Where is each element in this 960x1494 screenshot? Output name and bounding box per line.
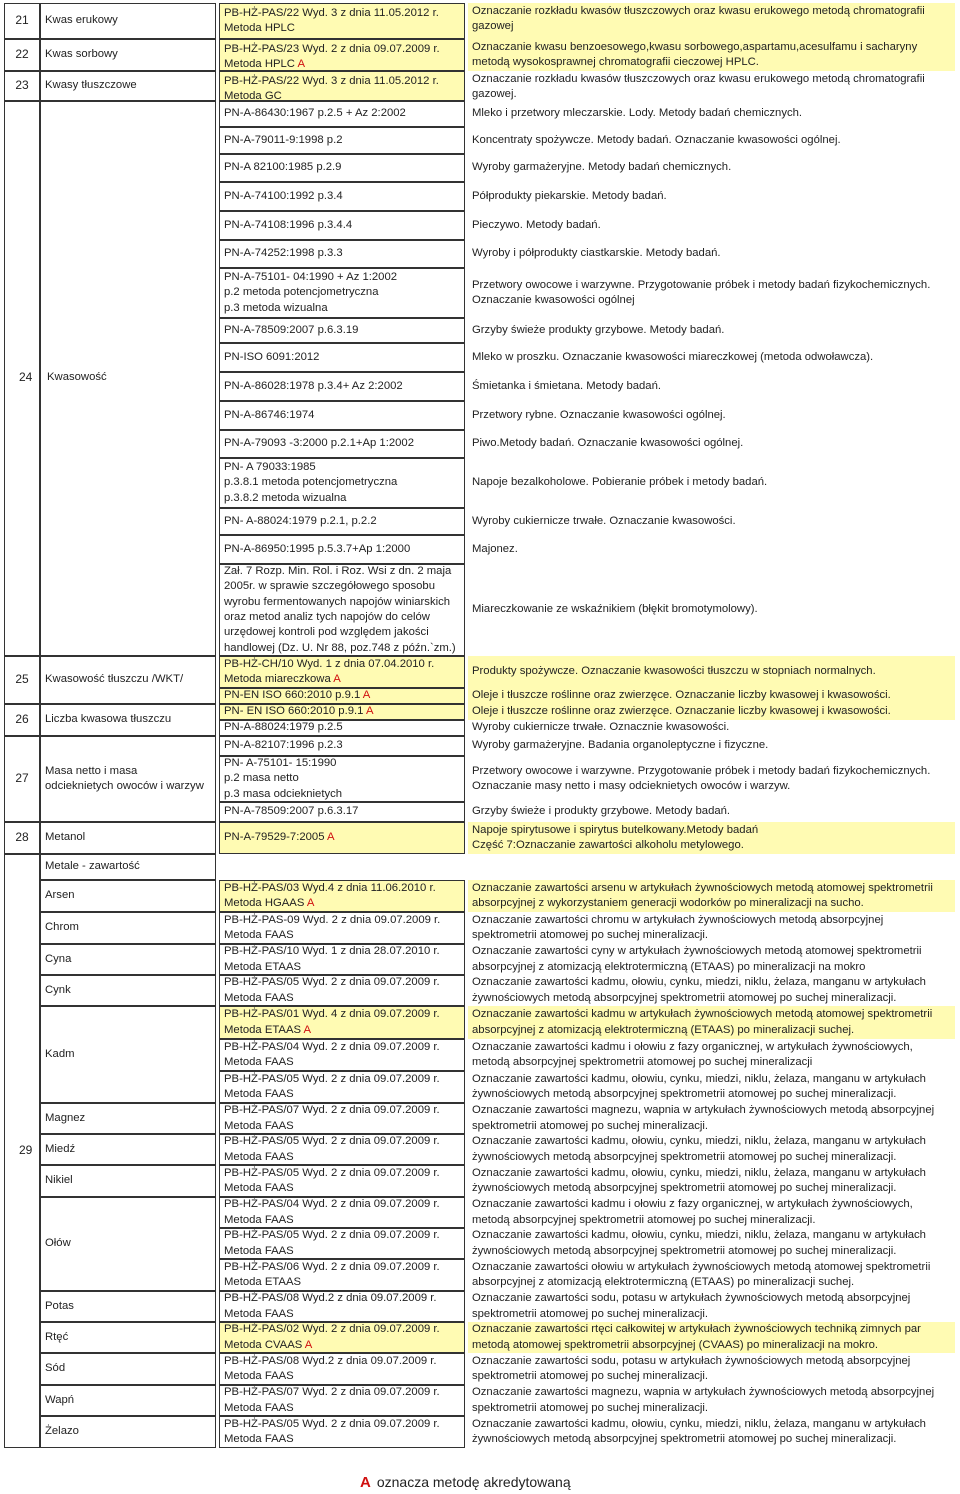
method-cell [219, 508, 465, 535]
description-cell [468, 1259, 955, 1291]
text-line: Metoda FAAS [224, 1088, 294, 1100]
text-line: Wyroby i półprodukty ciastkarskie. Metody badań. [472, 247, 721, 260]
row-name: Metanol [40, 822, 216, 854]
text-line: PN-ISO 6091:2012 [224, 350, 320, 363]
text-line: Wyroby garmażeryjne. Badania organoleptyczne i fizyczne. [472, 739, 769, 752]
legend-footer [360, 1474, 571, 1491]
method-cell [219, 240, 465, 268]
text-line: Mleko w proszku. Oznaczanie kwasowości miareczkowej (metoda odwoławcza). [472, 350, 874, 363]
description-cell [468, 372, 955, 401]
accredited-mark: A [297, 58, 306, 71]
description-cell [468, 127, 955, 154]
text-line: żywnościowych metodą absorpcyjnej spektrometrii atomowej po suchej mineralizacji. [472, 1182, 897, 1194]
text-line: metodą wysokosprawnej chromatografii cieczowej HPLC. [472, 56, 759, 69]
method-cell [219, 182, 465, 211]
text-line: Oznaczanie zawartości chromu w artykułach żywnościowych metodą absorpcyjnej [472, 913, 884, 926]
description-cell [468, 975, 955, 1006]
method-cell [219, 343, 465, 372]
text-line: Metoda HPLC A [224, 58, 306, 71]
method-cell [219, 101, 465, 127]
method-cell [219, 211, 465, 240]
accredited-mark: A [304, 1338, 313, 1351]
group-header: Metale - zawartość [40, 854, 216, 880]
text-line: handlowej (Dz. U. Nr 88, poz.748 z późn.`zm.) [224, 641, 456, 654]
method-cell [219, 3, 465, 39]
text-line: Oznaczanie kwasu benzoesowego,kwasu sorbowego,aspartamu,acesulfamu i sacharyny [472, 41, 918, 53]
text-line: Metoda ETAAS [224, 960, 302, 973]
text-line: Część 7:Oznaczanie zawartości alkoholu metylowego. [472, 839, 744, 851]
description-cell [468, 802, 955, 822]
text-line: Przetwory rybne. Oznaczanie kwasowości ogólnej. [472, 408, 726, 421]
description-cell [468, 211, 955, 240]
text-line: Oznaczanie kwasowości ogólnej [472, 294, 635, 306]
method-cell [219, 1259, 465, 1291]
text-line: Półprodukty piekarskie. Metody badań. [472, 189, 667, 202]
text-line: Oznaczanie zawartości kadmu, ołowiu, cynku, miedzi, niklu, żelaza, manganu w artykułach [472, 1072, 926, 1085]
text-line: absorpcyjnej z atomizacją elektrotermiczną (ETAAS) po mineralizacji suchej. [472, 1276, 855, 1288]
accredited-mark: A [360, 1474, 371, 1491]
row-number: 22 [4, 39, 40, 71]
description-cell [468, 3, 955, 39]
text-line: Oleje i tłuszcze roślinne oraz zwierzęce. Oznaczanie liczby kwasowej i kwasowości. [472, 705, 891, 718]
row-name [40, 3, 216, 39]
description-cell [468, 1071, 955, 1103]
text-line: Oznaczanie zawartości arsenu w artykułach żywnościowych metodą atomowej spektrometrii [472, 881, 933, 894]
description-cell [468, 71, 955, 101]
text-line: Grzyby świeże i produkty grzybowe. Metody badań. [472, 805, 731, 818]
text-line: PB-HŻ-PAS/05 Wyd. 2 z dnia 09.07.2009 r. [224, 1072, 440, 1085]
element-name: Cynk [40, 975, 216, 1006]
text-line: Metoda FAAS [224, 1150, 294, 1163]
text-line: PN- A 79033:1985 [224, 460, 316, 473]
description-cell [468, 912, 955, 944]
method-cell [219, 822, 465, 854]
method-cell [219, 1165, 465, 1197]
text-line: Oznaczanie zawartości kadmu, ołowiu, cynku, miedzi, niklu, żelaza, manganu w artykułach [472, 1135, 926, 1148]
method-cell [219, 1006, 465, 1039]
text-line: p.3 masa odcieknietych [224, 787, 343, 800]
text-line: Wyroby cukiernicze trwałe. Oznacznie kwasowości. [472, 721, 730, 734]
text-line: Metoda ETAAS [224, 1276, 302, 1288]
text-line: spektrometrii atomowej po suchej mineralizacji. [472, 929, 709, 941]
text-line: wyrobu fermentowanych napojów winiarskich [224, 595, 451, 608]
description-cell [468, 508, 955, 535]
element-name: Rtęć [40, 1322, 216, 1353]
text-line: spektrometrii atomowej po suchej mineralizacji. [472, 1119, 709, 1132]
description-cell [468, 430, 955, 458]
method-cell [219, 535, 465, 564]
method-cell [219, 430, 465, 458]
element-name: Potas [40, 1291, 216, 1322]
text-line: Metoda FAAS [224, 1182, 294, 1194]
text-line: Oznaczanie zawartości kadmu i ołowiu z fazy organicznej, w artykułach żywnościowych, [472, 1198, 913, 1211]
text-line: Metoda FAAS [224, 1401, 294, 1414]
description-cell [468, 1416, 955, 1448]
element-name: Nikiel [40, 1165, 216, 1197]
description-cell [468, 1353, 955, 1385]
text-line: absorpcyjnej z wykorzystaniem generacji wodorków po mineralizacji na sucho. [472, 897, 864, 909]
description-cell [468, 39, 955, 71]
text-line: Grzyby świeże produkty grzybowe. Metody badań. [472, 323, 725, 336]
text-line: Oznaczanie zawartości magnezu, wapnia w artykułach żywnościowych metodą absorpcyjnej [472, 1104, 935, 1117]
text-line: PB-HŻ-PAS/10 Wyd. 1 z dnia 28.07.2010 r. [224, 945, 440, 958]
text-line: Metoda ETAAS A [224, 1023, 312, 1036]
method-cell [219, 656, 465, 688]
element-name: Sód [40, 1353, 216, 1385]
row-name [40, 101, 216, 656]
text-line: Mleko i przetwory mleczarskie. Lody. Metody badań chemicznych. [472, 107, 803, 120]
accredited-mark: A [327, 831, 335, 844]
text-line: PB-HŻ-PAS-09 Wyd. 2 z dnia 09.07.2009 r. [224, 913, 441, 926]
description-cell [468, 656, 955, 688]
description-cell [468, 736, 955, 756]
description-cell [468, 1039, 955, 1071]
text-line: Piwo.Metody badań. Oznaczanie kwasowości ogólnej. [472, 437, 744, 450]
text-line: Metoda miareczkowa A [224, 673, 341, 685]
text-line: Koncentraty spożywcze. Metody badań. Oznaczanie kwasowości ogólnej. [472, 133, 841, 146]
method-cell [219, 401, 465, 430]
text-line: absorpcyjnej z atomizacją elektrotermiczną (ETAAS) po mineralizacji na mokro [472, 960, 866, 973]
description-cell [468, 535, 955, 564]
method-cell [219, 975, 465, 1006]
text-line: gazowej [472, 20, 514, 33]
method-cell [219, 736, 465, 756]
method-cell [219, 1291, 465, 1322]
text-line: urzędowej kontroli pod względem jakości [224, 626, 429, 639]
row-number: 27 [4, 736, 40, 822]
text-line: Oznaczanie zawartości kadmu, ołowiu, cynku, miedzi, niklu, żelaza, manganu w artykułach [472, 1229, 926, 1242]
method-cell [219, 912, 465, 944]
element-name: Miedź [40, 1134, 216, 1165]
text-line: Metoda HPLC [224, 22, 295, 35]
text-line: Metoda FAAS [224, 991, 294, 1004]
text-line: PN-A-74252:1998 p.3.3 [224, 247, 343, 260]
row-name [40, 39, 216, 71]
row-name: Liczba kwasowa tłuszczu [40, 704, 216, 736]
text-line: Przetwory owocowe i warzywne. Przygotowanie próbek i metody badań fizykochemicznych. [472, 764, 931, 777]
text-line: PN-A-79093 -3:2000 p.2.1+Ap 1:2002 [224, 437, 414, 450]
accredited-mark: A [306, 897, 315, 909]
method-cell [219, 154, 465, 182]
element-name: Kadm [40, 1006, 216, 1103]
method-cell [219, 1416, 465, 1448]
text-line: Kwas erukowy [45, 14, 118, 27]
row-name: Kwasowość tłuszczu /WKT/ [40, 656, 216, 704]
method-cell [219, 1103, 465, 1134]
text-line: PB-HŻ-PAS/23 Wyd. 2 z dnia 09.07.2009 r. [224, 43, 440, 55]
text-line: PN-EN ISO 660:2010 p.9.1 A [224, 689, 371, 702]
text-line: Zał. 7 Rozp. Min. Rol. i Roz. Wsi z dn. 2 maja [224, 564, 452, 577]
method-cell [219, 1228, 465, 1259]
description-cell [468, 1006, 955, 1039]
row-number: 24 [4, 101, 40, 656]
element-name: Cyna [40, 944, 216, 975]
description-cell [468, 101, 955, 127]
text-line: Oznaczanie zawartości kadmu, ołowiu, cynku, miedzi, niklu, żelaza, manganu w artykułach [472, 1417, 926, 1430]
text-line: Metoda CVAAS A [224, 1338, 313, 1351]
description-cell [468, 1385, 955, 1416]
text-line: Oznaczanie zawartości sodu, potasu w artykułach żywnościowych metodą absorpcyjnej [472, 1292, 911, 1305]
text-line: Oznaczanie zawartości magnezu, wapnia w artykułach żywnościowych metodą absorpcyjnej [472, 1386, 935, 1399]
text-line: PN- A-88024:1979 p.2.1, p.2.2 [224, 514, 377, 527]
description-cell [468, 564, 955, 656]
row-name-label: Kwasowość [47, 371, 107, 383]
method-cell [219, 372, 465, 401]
description-cell [468, 1165, 955, 1197]
method-cell [219, 802, 465, 822]
text-line: Oznaczanie zawartości ołowiu w artykułach żywnościowych metodą atomowej spektrometrii [472, 1260, 931, 1273]
text-line: Metoda FAAS [224, 1307, 294, 1320]
text-line: PN-A-75101- 04:1990 + Az 1:2002 [224, 270, 398, 283]
text-line: p.3.8.1 metoda potencjometryczna [224, 476, 398, 489]
text-line: spektrometrii atomowej po suchej mineralizacji. [472, 1370, 709, 1382]
text-line: PN-A-86430:1967 p.2.5 + Az 2:2002 [224, 107, 406, 120]
accredited-mark: A [333, 673, 341, 685]
text-line: PB-HŻ-PAS/03 Wyd.4 z dnia 11.06.2010 r. [224, 881, 436, 894]
text-line: Metoda FAAS [224, 1370, 294, 1382]
row-number: 23 [4, 71, 40, 101]
text-line: PN-A-79529-7:2005 A [224, 831, 335, 844]
method-cell [219, 1071, 465, 1103]
description-cell [468, 822, 955, 854]
method-cell [219, 564, 465, 656]
element-name: Magnez [40, 1103, 216, 1134]
text-line: Oznaczanie zawartości rtęci całkowitej w artykułach żywnościowych techniką zimnych par [472, 1323, 921, 1336]
method-cell [219, 704, 465, 720]
text-line: PB-HŻ-PAS/08 Wyd.2 z dnia 09.07.2009 r. [224, 1292, 437, 1305]
text-line: Oznaczanie zawartości kadmu i ołowiu z fazy organicznej, w artykułach żywnościowych, [472, 1040, 913, 1053]
text-line: Oznaczanie zawartości kadmu w artykułach żywnościowych metodą atomowej spektrometrii [472, 1008, 933, 1021]
text-line: Przetwory owocowe i warzywne. Przygotowanie próbek i metody badań fizykochemicznych. [472, 278, 931, 291]
method-cell [219, 318, 465, 343]
row-number: 29 [4, 854, 40, 1448]
text-line: żywnościowych metodą absorpcyjnej spektrometrii atomowej po suchej mineralizacji. [472, 1088, 897, 1100]
accredited-mark: A [362, 689, 371, 702]
text-line: PB-HŻ-PAS/05 Wyd. 2 z dnia 09.07.2009 r. [224, 1417, 440, 1430]
method-cell [219, 1134, 465, 1165]
text-line: Metoda FAAS [224, 1056, 294, 1068]
text-line: metodą atomowej spektrometrii absorpcyjnej (CVAAS) po mineralizacji na mokro. [472, 1338, 879, 1351]
text-line: PN- A-75101- 15:1990 [224, 756, 337, 769]
method-cell [219, 1322, 465, 1353]
text-line: PB-HŻ-PAS/05 Wyd. 2 z dnia 09.07.2009 r. [224, 1166, 440, 1179]
description-cell [468, 944, 955, 975]
text-line: żywnościowych metodą absorpcyjnej spektrometrii atomowej po suchej mineralizacji. [472, 1433, 897, 1445]
description-cell [468, 458, 955, 508]
description-cell [468, 318, 955, 343]
text-line: metodą absorpcyjnej spektrometrii atomowej po suchej mineralizacji [472, 1056, 813, 1068]
text-line: Oznaczanie masy netto i masy odcieknietych owoców i warzyw. [472, 780, 791, 792]
text-line: Wyroby garmażeryjne. Metody badań chemicznych. [472, 161, 732, 174]
method-cell [219, 1197, 465, 1228]
method-cell [219, 688, 465, 704]
text-line: PB-HŻ-PAS/04 Wyd. 2 z dnia 09.07.2009 r. [224, 1040, 440, 1053]
text-line: Metoda FAAS [224, 1213, 294, 1226]
element-name: Chrom [40, 912, 216, 944]
text-line: gazowej. [472, 88, 517, 101]
method-cell [219, 39, 465, 71]
text-line: żywnościowych metodą absorpcyjnej spektrometrii atomowej po suchej mineralizacji. [472, 1150, 897, 1163]
text-line: PN-A-82107:1996 p.2.3 [224, 739, 343, 752]
element-name: Arsen [40, 880, 216, 912]
description-cell [468, 240, 955, 268]
text-line: PN-A-78509:2007 p.6.3.17 [224, 805, 359, 818]
text-line: Oznaczanie rozkładu kwasów tłuszczowych oraz kwasu erukowego metodą chromatografii [472, 73, 925, 85]
text-line: PN-A 82100:1985 p.2.9 [224, 161, 342, 174]
text-line: absorpcyjnej z atomizacją elektrotermiczną (ETAAS) po mineralizacji suchej. [472, 1023, 855, 1036]
text-line: PB-HŻ-PAS/07 Wyd. 2 z dnia 09.07.2009 r. [224, 1104, 440, 1117]
method-cell [219, 127, 465, 154]
description-cell [468, 1103, 955, 1134]
text-line: PB-HŻ-PAS/08 Wyd.2 z dnia 09.07.2009 r. [224, 1354, 437, 1367]
text-line: Wyroby cukiernicze trwałe. Oznaczanie kwasowości. [472, 514, 736, 527]
text-line: PN-A-79011-9:1998 p.2 [224, 133, 343, 146]
text-line: p.3.8.2 metoda wizualna [224, 491, 347, 504]
text-line: Metoda HGAAS A [224, 897, 315, 909]
text-line: PB-HŻ-PAS/22 Wyd. 3 z dnia 11.05.2012 r. [224, 7, 439, 19]
text-line: Produkty spożywcze. Oznaczanie kwasowości tłuszczu w stopniach normalnych. [472, 665, 876, 678]
text-line: PN- EN ISO 660:2010 p.9.1 A [224, 705, 374, 718]
text-line: Oleje i tłuszcze roślinne oraz zwierzęce. Oznaczanie liczby kwasowej i kwasowości. [472, 689, 891, 702]
method-cell [219, 1385, 465, 1416]
element-name: Ołów [40, 1197, 216, 1291]
method-cell [219, 720, 465, 736]
element-name: Wapń [40, 1385, 216, 1416]
text-line: PB-HŻ-PAS/05 Wyd. 2 z dnia 09.07.2009 r. [224, 976, 440, 989]
description-cell [468, 720, 955, 736]
method-cell [219, 1353, 465, 1385]
text-line: Metoda FAAS [224, 1244, 294, 1257]
row-number: 25 [4, 656, 40, 704]
description-cell [468, 756, 955, 802]
description-cell [468, 1322, 955, 1353]
accredited-mark: A [303, 1023, 312, 1036]
text-line: Metoda FAAS [224, 1433, 294, 1445]
text-line: PB-HŻ-CH/10 Wyd. 1 z dnia 07.04.2010 r. [224, 657, 435, 670]
text-line: PB-HŻ-PAS/06 Wyd. 2 z dnia 09.07.2009 r. [224, 1260, 440, 1273]
text-line: PN-A-86950:1995 p.5.3.7+Ap 1:2000 [224, 542, 411, 555]
text-line: Majonez. [472, 542, 518, 555]
text-line: Metoda FAAS [224, 929, 294, 941]
text-line: Masa netto i masa [45, 764, 138, 777]
text-line: Napoje spirytusowe i spirytus butelkowany.Metody badań [472, 823, 759, 836]
text-line: Oznaczanie zawartości kadmu, ołowiu, cynku, miedzi, niklu, żelaza, manganu w artykułach [472, 976, 926, 989]
description-cell [468, 268, 955, 318]
text-line: Metoda FAAS [224, 1119, 294, 1132]
text-line: Oznaczanie rozkładu kwasów tłuszczowych oraz kwasu erukowego metodą chromatografii [472, 5, 925, 17]
text-line: spektrometrii atomowej po suchej mineralizacji. [472, 1307, 709, 1320]
text-line: Kwasy tłuszczowe [45, 79, 137, 92]
description-cell [468, 1134, 955, 1165]
text-line: PN-A-88024:1979 p.2.5 [224, 721, 343, 734]
text-line: p.2 metoda potencjometryczna [224, 286, 379, 299]
text-line: Metoda GC [224, 90, 282, 101]
description-cell [468, 343, 955, 372]
row-number: 21 [4, 3, 40, 39]
text-line: PB-HŻ-PAS/04 Wyd. 2 z dnia 09.07.2009 r. [224, 1198, 440, 1211]
description-cell [468, 1291, 955, 1322]
method-cell [219, 1039, 465, 1071]
text-line: p.3 metoda wizualna [224, 301, 328, 314]
text-line: Oznaczanie zawartości kadmu, ołowiu, cynku, miedzi, niklu, żelaza, manganu w artykułach [472, 1166, 926, 1179]
description-cell [468, 688, 955, 704]
text-line: Oznaczanie zawartości sodu, potasu w artykułach żywnościowych metodą absorpcyjnej [472, 1354, 911, 1367]
text-line: PB-HŻ-PAS/02 Wyd. 2 z dnia 09.07.2009 r. [224, 1323, 440, 1336]
text-line: 2005r. w sprawie szczegółowego sposobu [224, 580, 436, 593]
text-line: Oznaczanie zawartości cyny w artykułach żywnościowych metodą atomowej spektrometrii [472, 945, 922, 958]
text-line: żywnościowych metodą absorpcyjnej spektrometrii atomowej po suchej mineralizacji. [472, 991, 897, 1004]
text-line: Pieczywo. Metody badań. [472, 218, 601, 231]
text-line: PB-HŻ-PAS/01 Wyd. 4 z dnia 09.07.2009 r. [224, 1008, 440, 1021]
text-line: PB-HŻ-PAS/05 Wyd. 2 z dnia 09.07.2009 r. [224, 1135, 440, 1148]
description-cell [468, 401, 955, 430]
row-number: 28 [4, 822, 40, 854]
text-line: spektrometrii atomowej po suchej mineralizacji. [472, 1401, 709, 1414]
text-line: p.2 masa netto [224, 772, 299, 785]
text-line: Śmietanka i śmietana. Metody badań. [472, 379, 662, 392]
method-cell [219, 944, 465, 975]
text-line: Miareczkowanie ze wskaźnikiem (błękit bromotymolowy). [472, 603, 758, 616]
text-line: PB-HŻ-PAS/22 Wyd. 3 z dnia 11.05.2012 r. [224, 75, 439, 87]
description-cell [468, 182, 955, 211]
text-line: żywnościowych metodą absorpcyjnej spektrometrii atomowej po suchej mineralizacji. [472, 1244, 897, 1257]
method-cell [219, 458, 465, 508]
text-line: PN-A-74108:1996 p.3.4.4 [224, 218, 353, 231]
accredited-mark: A [365, 705, 374, 718]
description-cell [468, 880, 955, 912]
method-cell [219, 268, 465, 318]
method-cell [219, 756, 465, 802]
description-cell [468, 1197, 955, 1228]
row-number: 26 [4, 704, 40, 736]
text-line: PN-A-74100:1992 p.3.4 [224, 189, 343, 202]
row-name [40, 736, 216, 822]
description-cell [468, 154, 955, 182]
text-line: PN-A-78509:2007 p.6.3.19 [224, 323, 359, 336]
text-line: PB-HŻ-PAS/07 Wyd. 2 z dnia 09.07.2009 r. [224, 1386, 440, 1399]
element-name: Żelazo [40, 1416, 216, 1448]
text-line: PN-A-86746:1974 [224, 408, 315, 421]
row-name [40, 71, 216, 101]
text-line: Napoje bezalkoholowe. Pobieranie próbek i metody badań. [472, 476, 768, 489]
text-line: odcieknietych owoców i warzyw [45, 780, 204, 792]
method-cell [219, 880, 465, 912]
method-cell [219, 71, 465, 101]
text-line: metodą absorpcyjnej spektrometrii atomowej po suchej mineralizacji. [472, 1213, 816, 1226]
description-cell [468, 704, 955, 720]
text-line: PB-HŻ-PAS/05 Wyd. 2 z dnia 09.07.2009 r. [224, 1229, 440, 1242]
text-line: oraz metod analiz tych napojów do celów [224, 611, 430, 623]
legend-text: oznacza metodę akredytowaną [376, 1474, 571, 1490]
text-line: Kwas sorbowy [45, 48, 118, 61]
description-cell [468, 1228, 955, 1259]
text-line: PN-A-86028:1978 p.3.4+ Az 2:2002 [224, 379, 403, 392]
